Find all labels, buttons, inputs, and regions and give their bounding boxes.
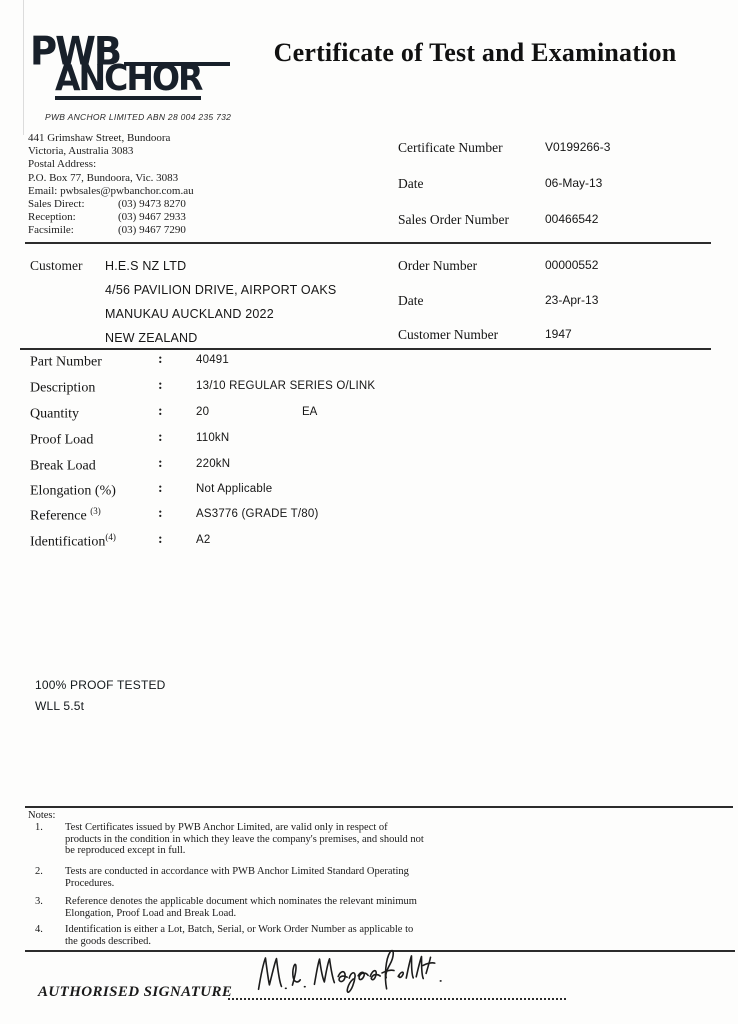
elongation-value: Not Applicable <box>196 483 273 495</box>
contact-value: (03) 9467 7290 <box>118 224 186 237</box>
proof-load-row <box>30 430 450 450</box>
address-line: P.O. Box 77, Bundoora, Vic. 3083 <box>28 171 179 184</box>
certificate-number-value: V0199266-3 <box>545 140 611 154</box>
order-date-value: 23-Apr-13 <box>545 293 599 307</box>
description-row <box>30 378 450 398</box>
description-value: 13/10 REGULAR SERIES O/LINK <box>196 380 376 392</box>
colon: : <box>158 506 163 521</box>
customer-address-line: NEW ZEALAND <box>105 331 198 345</box>
pwb-anchor-logo <box>30 28 230 100</box>
address-line: Email: pwbsales@pwbanchor.com.au <box>28 184 194 197</box>
page-title: Certificate of Test and Examination <box>273 38 677 67</box>
reference-label: Reference $^{(3)}$ <box>30 506 101 524</box>
customer-address-line: MANUKAU AUCKLAND 2022 <box>105 307 274 321</box>
contact-label: Facsimile: <box>28 224 74 237</box>
quantity-value: 20 <box>196 406 210 418</box>
contact-row <box>28 211 194 224</box>
logo-text-anchor: ANCHOR <box>55 56 202 99</box>
quantity-row <box>30 404 450 424</box>
divider-top <box>25 242 711 244</box>
elongation-row <box>30 481 450 501</box>
reference-row <box>30 506 450 526</box>
proof-load-value: 110kN <box>196 432 230 444</box>
handwritten-signature <box>251 943 453 1002</box>
order-number-label: Order Number <box>398 258 478 273</box>
colon: : <box>158 456 163 471</box>
note-text: Identification is either a Lot, Batch, Serial, or Work Order Number as applicable to the goods described. <box>65 924 414 947</box>
contact-value: (03) 9467 2933 <box>118 211 186 224</box>
colon: : <box>158 481 163 496</box>
colon: : <box>158 532 163 547</box>
contact-value: (03) 9473 8270 <box>118 198 186 211</box>
note-number: 1. <box>35 822 43 833</box>
contact-list <box>28 198 194 238</box>
customer-address-line: 4/56 PAVILION DRIVE, AIRPORT OAKS <box>105 283 337 297</box>
proof-tested-line: 100% PROOF TESTED <box>35 678 166 692</box>
note-text: Reference denotes the applicable document which nominates the relevant minimum Elongation, Proof Load and Break Load. <box>65 896 417 919</box>
colon: : <box>158 378 163 393</box>
note-item-2 <box>35 866 427 889</box>
break-load-row <box>30 456 450 476</box>
customer-name: H.E.S NZ LTD <box>105 259 187 273</box>
identification-value: A2 <box>196 534 211 546</box>
contact-row <box>28 198 194 211</box>
quantity-label: Quantity <box>30 406 79 422</box>
proof-load-label: Proof Load <box>30 432 94 448</box>
quantity-unit: EA <box>302 406 318 418</box>
contact-label: Sales Direct: <box>28 198 85 211</box>
logo-text-pwb: PWB <box>30 28 121 75</box>
identification-label: Identification$^{(4)}$ <box>30 532 116 550</box>
authorised-signature-label: AUTHORISED SIGNATURE <box>38 984 233 1000</box>
wll-line: WLL 5.5t <box>35 699 85 713</box>
divider-customer <box>20 348 711 350</box>
note-text: Test Certificates issued by PWB Anchor Limited, are valid only in respect of products in the condition in which they leave the company's premises, and should not be reproduced except in full. <box>65 822 424 856</box>
colon: : <box>158 430 163 445</box>
scan-artifact <box>23 0 24 135</box>
part-number-value: 40491 <box>196 354 229 366</box>
company-address-block <box>28 132 194 238</box>
sales-order-label: Sales Order Number <box>398 212 509 227</box>
note-item-3 <box>35 896 427 919</box>
identification-row <box>30 532 450 552</box>
note-item-4 <box>35 924 427 947</box>
note-number: 4. <box>35 924 43 935</box>
address-line: Postal Address: <box>28 158 97 171</box>
certificate-date-label: Date <box>398 176 424 191</box>
reference-value: AS3776 (GRADE T/80) <box>196 508 319 520</box>
break-load-label: Break Load <box>30 458 96 474</box>
notes-heading: Notes: <box>28 810 56 821</box>
sales-order-value: 00466542 <box>545 212 599 226</box>
colon: : <box>158 352 163 367</box>
company-abn-tagline: PWB ANCHOR LIMITED ABN 28 004 235 732 <box>45 112 232 122</box>
colon: : <box>158 404 163 419</box>
note-text: Tests are conducted in accordance with PWB Anchor Limited Standard Operating Procedures. <box>65 866 409 889</box>
elongation-label: Elongation (%) <box>30 483 116 499</box>
proof-test-stamp <box>35 675 166 717</box>
address-line: Victoria, Australia 3083 <box>28 145 134 158</box>
part-number-row <box>30 352 450 372</box>
contact-row <box>28 224 194 237</box>
note-number: 3. <box>35 896 43 907</box>
certificate-number-label: Certificate Number <box>398 140 503 155</box>
certificate-date-value: 06-May-13 <box>545 176 603 190</box>
order-number-value: 00000552 <box>545 258 599 272</box>
description-label: Description <box>30 380 96 396</box>
customer-number-label: Customer Number <box>398 327 499 342</box>
divider-notes <box>25 806 733 808</box>
address-line: 441 Grimshaw Street, Bundoora <box>28 132 171 144</box>
contact-label: Reception: <box>28 211 76 224</box>
note-number: 2. <box>35 866 43 877</box>
part-number-label: Part Number <box>30 354 102 370</box>
customer-number-value: 1947 <box>545 327 572 341</box>
customer-label: Customer <box>30 258 83 273</box>
break-load-value: 220kN <box>196 458 231 470</box>
note-item-1 <box>35 822 427 857</box>
order-date-label: Date <box>398 293 424 308</box>
